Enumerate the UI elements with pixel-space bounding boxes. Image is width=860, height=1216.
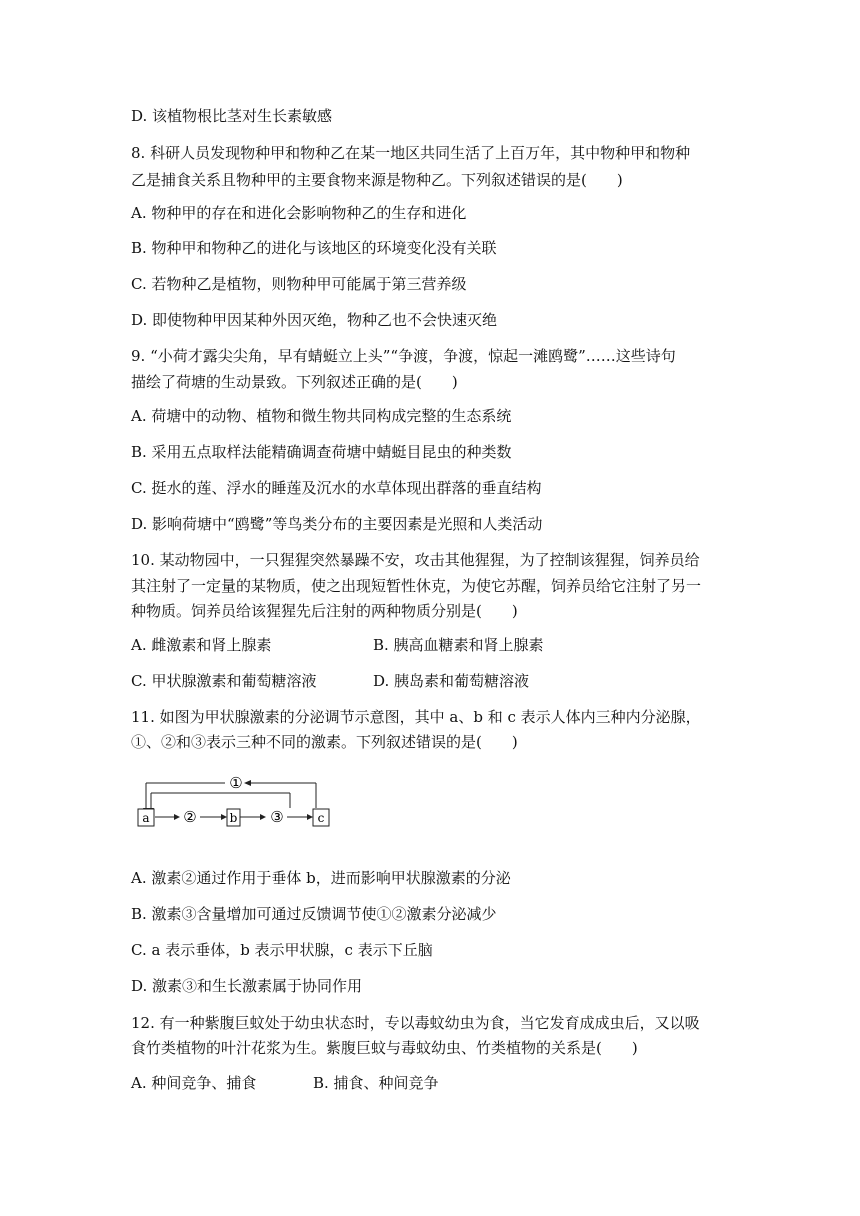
q12-stem-line-2: 食竹类植物的叶汁花浆为生。紫腹巨蚊与毒蚊幼虫、竹类植物的关系是( ): [131, 1039, 638, 1057]
q12-option-b: B. 捕食、种间竞争: [313, 1074, 439, 1092]
q9-option-b: B. 采用五点取样法能精确调查荷塘中蜻蜓目昆虫的种类数: [131, 443, 512, 461]
hormone-1-label: ①: [229, 774, 243, 792]
q8-stem-line-2: 乙是捕食关系且物种甲的主要食物来源是物种乙。下列叙述错误的是( ): [131, 171, 623, 189]
q11-option-b: B. 激素③含量增加可通过反馈调节使①②激素分泌减少: [131, 905, 497, 923]
q10-stem-line-3: 种物质。饲养员给该猩猩先后注射的两种物质分别是( ): [131, 602, 518, 620]
q11-stem-line-2: ①、②和③表示三种不同的激素。下列叙述错误的是( ): [131, 733, 518, 751]
q12-stem-line-1: 12. 有一种紫腹巨蚊处于幼虫状态时，专以毒蚊幼虫为食，当它发育成成虫后，又以吸: [131, 1014, 700, 1032]
q8-stem-line-1: 8. 科研人员发现物种甲和物种乙在某一地区共同生活了上百万年，其中物种甲和物种: [131, 144, 691, 162]
q10-option-c: C. 甲状腺激素和葡萄糖溶液: [131, 672, 317, 690]
thyroid-regulation-diagram: [130, 770, 340, 832]
q10-option-a: A. 雌激素和肾上腺素: [131, 636, 272, 654]
q11-stem-line-1: 11. 如图为甲状腺激素的分泌调节示意图，其中 a、b 和 c 表示人体内三种内分泌腺，: [131, 708, 701, 726]
q12-option-a: A. 种间竞争、捕食: [131, 1074, 257, 1092]
q9-option-d: D. 影响荷塘中“鸥鹭”等鸟类分布的主要因素是光照和人类活动: [131, 515, 543, 533]
q8-option-a: A. 物种甲的存在和进化会影响物种乙的生存和进化: [131, 204, 467, 222]
box-c-label: c: [317, 811, 325, 825]
q11-option-a: A. 激素②通过作用于垂体 b，进而影响甲状腺激素的分泌: [131, 869, 511, 887]
q11-option-d: D. 激素③和生长激素属于协同作用: [131, 977, 363, 995]
q9-stem-line-2: 描绘了荷塘的生动景致。下列叙述正确的是( ): [131, 373, 458, 391]
box-a-label: a: [142, 811, 150, 825]
q10-stem-line-2: 其注射了一定量的某物质，使之出现短暂性休克，为使它苏醒，饲养员给它注射了另一: [131, 577, 702, 595]
q9-option-c: C. 挺水的莲、浮水的睡莲及沉水的水草体现出群落的垂直结构: [131, 479, 542, 497]
q7-option-d: D. 该植物根比茎对生长素敏感: [131, 107, 333, 125]
q10-option-d: D. 胰岛素和葡萄糖溶液: [373, 672, 530, 690]
q9-stem-line-1: 9. “小荷才露尖尖角，早有蜻蜓立上头”“争渡，争渡，惊起一滩鸥鹭”……这些诗句: [131, 347, 676, 365]
q9-option-a: A. 荷塘中的动物、植物和微生物共同构成完整的生态系统: [131, 407, 512, 425]
q8-option-c: C. 若物种乙是植物，则物种甲可能属于第三营养级: [131, 275, 467, 293]
q10-option-b: B. 胰高血糖素和肾上腺素: [373, 636, 544, 654]
hormone-3-label: ③: [270, 808, 284, 826]
q8-option-b: B. 物种甲和物种乙的进化与该地区的环境变化没有关联: [131, 239, 497, 257]
box-b-label: b: [229, 811, 238, 825]
q8-option-d: D. 即使物种甲因某种外因灭绝，物种乙也不会快速灭绝: [131, 311, 498, 329]
q10-stem-line-1: 10. 某动物园中，一只猩猩突然暴躁不安，攻击其他猩猩，为了控制该猩猩，饲养员给: [131, 551, 700, 569]
hormone-2-label: ②: [183, 808, 197, 826]
q11-option-c: C. a 表示垂体，b 表示甲状腺，c 表示下丘脑: [131, 941, 433, 959]
